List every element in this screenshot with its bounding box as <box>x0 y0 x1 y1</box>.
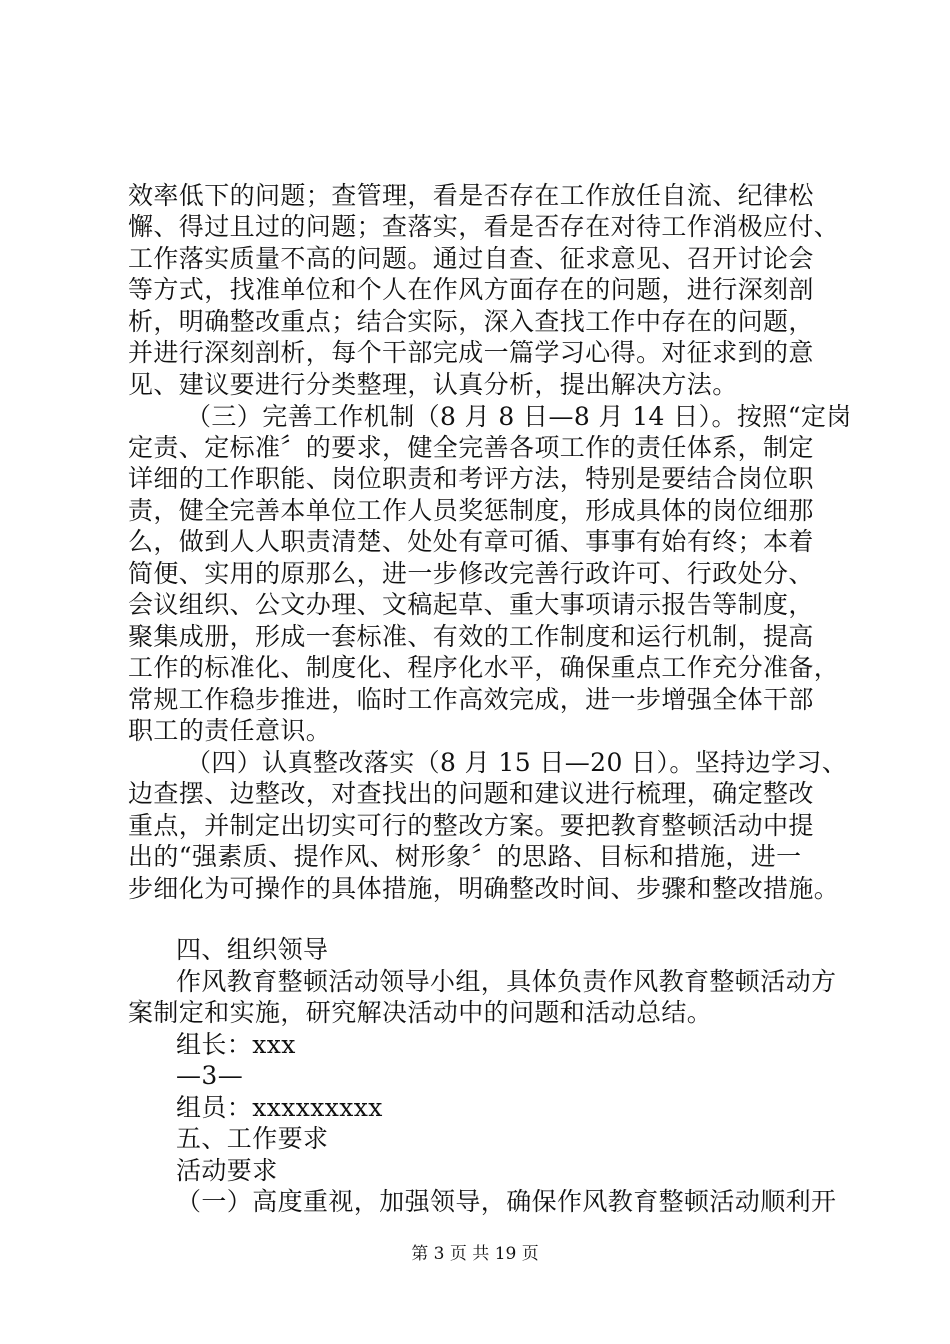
text-line: 见、建议要进行分类整理，认真分析，提出解决方法。 <box>128 370 738 399</box>
text-line: 活动要求 <box>176 1156 278 1185</box>
section-heading-organization: 四、组织领导 <box>176 935 329 964</box>
text-line: 并进行深刻剖析，每个干部完成一篇学习心得。对征求到的意 <box>128 338 814 367</box>
text-line: 效率低下的问题；查管理，看是否存在工作放任自流、纪律松 <box>128 181 814 210</box>
text-line: （一）高度重视，加强领导，确保作风教育整顿活动顺利开 <box>176 1187 837 1216</box>
text-line: 常规工作稳步推进，临时工作高效完成，进一步增强全体干部 <box>128 685 814 714</box>
text-line: 工作的标准化、制度化、程序化水平，确保重点工作充分准备， <box>128 653 840 682</box>
text-line: 等方式，找准单位和个人在作风方面存在的问题，进行深刻剖 <box>128 275 814 304</box>
text-line: 案制定和实施，研究解决活动中的问题和活动总结。 <box>128 998 713 1027</box>
page-footer: 第 3 页 共 19 页 <box>411 1244 539 1264</box>
text-line: 责，健全完善本单位工作人员奖惩制度，形成具体的岗位细那 <box>128 496 814 525</box>
text-line: 工作落实质量不高的问题。通过自查、征求意见、召开讨论会 <box>128 244 814 273</box>
text-line: 出的“强素质、提作风、树形象〞的思路、目标和措施，进一 <box>128 842 802 871</box>
text-line: 步细化为可操作的具体措施，明确整改时间、步骤和整改措施。 <box>128 874 840 903</box>
text-line: 边查摆、边整改，对查找出的问题和建议进行梳理，确定整改 <box>128 779 814 808</box>
text-line: 会议组织、公文办理、文稿起草、重大事项请示报告等制度， <box>128 590 814 619</box>
section-heading-requirements: 五、工作要求 <box>176 1124 329 1153</box>
text-line: 作风教育整顿活动领导小组，具体负责作风教育整顿活动方 <box>176 967 837 996</box>
text-line: 么，做到人人职责清楚、处处有章可循、事事有始有终；本着 <box>128 527 814 556</box>
text-line: 聚集成册，形成一套标准、有效的工作制度和运行机制，提高 <box>128 622 814 651</box>
text-line: 详细的工作职能、岗位职责和考评方法，特别是要结合岗位职 <box>128 464 814 493</box>
section-three-heading: （三）完善工作机制（8 月 8 日—8 月 14 日）。按照“定岗 <box>186 402 852 431</box>
text-line: 重点，并制定出切实可行的整改方案。要把教育整顿活动中提 <box>128 811 814 840</box>
leader-line: 组长：xxx <box>176 1030 296 1059</box>
text-line: 简便、实用的原那么，进一步修改完善行政许可、行政处分、 <box>128 559 814 588</box>
members-line: 组员：xxxxxxxxx <box>176 1093 383 1122</box>
inline-page-number: —3— <box>176 1061 244 1090</box>
text-line: 析，明确整改重点；结合实际，深入查找工作中存在的问题， <box>128 307 814 336</box>
text-line: 职工的责任意识。 <box>128 716 332 745</box>
text-line: 懈、得过且过的问题；查落实，看是否存在对待工作消极应付、 <box>128 212 840 241</box>
text-line: 定责、定标准〞的要求，健全完善各项工作的责任体系，制定 <box>128 433 814 462</box>
section-four-heading: （四）认真整改落实（8 月 15 日—20 日）。坚持边学习、 <box>186 748 848 777</box>
